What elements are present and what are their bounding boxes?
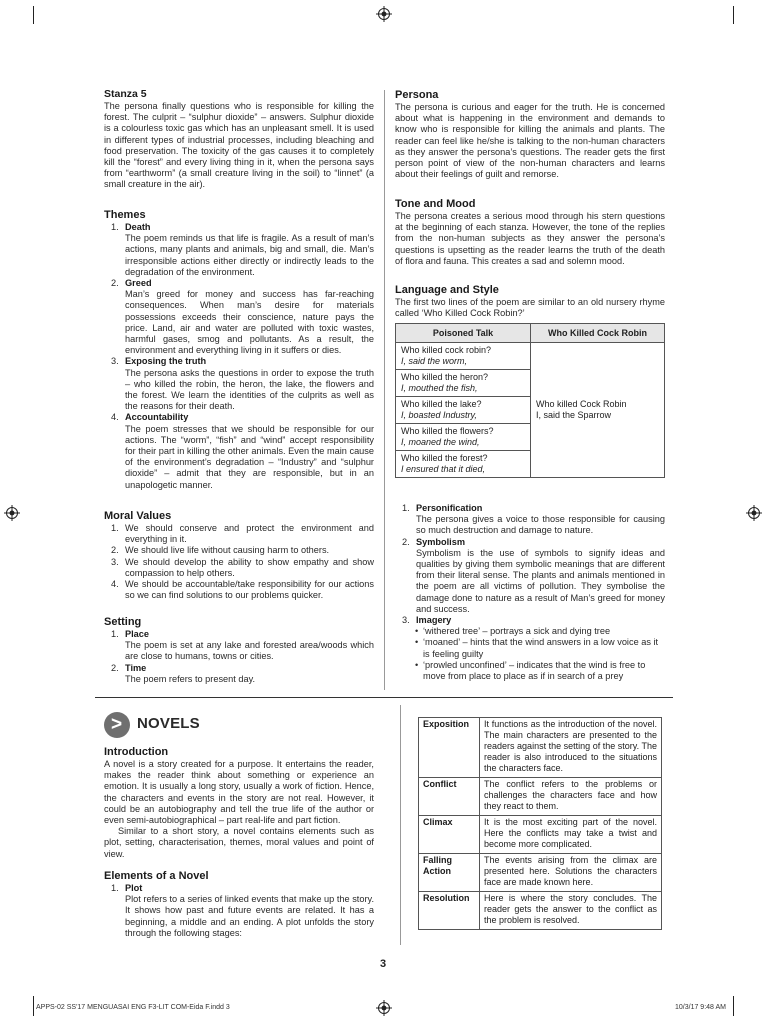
poem-question: Who killed the flowers? [401, 426, 494, 436]
theme-text: Man’s greed for money and success has far-reaching consequences. When man’s desire for materials possessions exceeds their conscience, nature pays the price. Land, air and water are polluted with toxic wastes, harmful gases, smog and pollutants. As a result, the environment and everything living in it suffers or dies. [125, 289, 374, 356]
stanza5-heading: Stanza 5 [104, 88, 147, 100]
theme-title: Death [125, 222, 151, 232]
bullet-icon: • [415, 626, 419, 637]
device-title: Symbolism [416, 536, 466, 547]
registration-mark-left [4, 505, 20, 521]
plot-title: Plot [125, 883, 143, 893]
theme-text: The poem stresses that we should be responsible for our actions. The “worm”, “fish” and “wind” accept responsibility for their part in killing the other animals. Even the main cause of the environment’s degradation – “Industry” and “sulphur dioxide” – admit that they are responsible, but in an unapologetic manner. [125, 423, 374, 490]
theme-item [104, 356, 374, 412]
crop-mark-bottom-left [33, 996, 34, 1016]
setting-number: 2. [111, 662, 119, 673]
bullet-icon: • [415, 637, 419, 648]
theme-item [104, 222, 374, 278]
stage-name: Resolution [419, 892, 480, 930]
table-row [419, 854, 662, 892]
cock-robin-line1: Who killed Cock Robin [536, 399, 627, 409]
crop-mark-top-right [733, 6, 734, 24]
imagery-bullet [395, 626, 665, 637]
themes-section [104, 208, 374, 491]
stage-description: It is the most exciting part of the novel. Here the conflicts may take a twist and become more complicated. [480, 816, 662, 854]
imagery-bullet-text: ‘moaned’ – hints that the wind answers in a low voice as it is feeling guilty [423, 637, 659, 659]
theme-title: Accountability [125, 412, 189, 423]
moral-value-item [104, 545, 374, 556]
poem-question: Who killed the forest? [401, 453, 488, 463]
plot-stages-table [418, 717, 662, 930]
table-cell [396, 343, 531, 370]
device-number: 1. [402, 503, 410, 513]
table-row [419, 718, 662, 778]
moral-value-item [104, 557, 374, 579]
moral-value-text: We should live life without causing harm to others. [125, 545, 330, 556]
novels-intro-section [104, 745, 374, 860]
moral-value-number: 2. [111, 545, 119, 556]
setting-heading: Setting [104, 616, 142, 628]
theme-number: 3. [111, 356, 119, 367]
moral-value-item [104, 579, 374, 601]
novels-column-divider [400, 705, 401, 945]
persona-text: The persona is curious and eager for the truth. He is concerned about what is happening in the environment and demands to know who is responsible for killing the animals and plants. The reader can feel like he/she is talking to the non-human characters as they answer the persona’s questions. The reader gets the first person point of view of the non-human characters and learns about their feelings of guilt and remorse. [395, 102, 665, 180]
table-cell [396, 370, 531, 397]
device-item [395, 503, 665, 537]
stage-description: Here is where the story concludes. The reader gets the answer to the conflict as the problem is resolved. [480, 892, 662, 930]
table-header-cock-robin: Who Killed Cock Robin [531, 324, 665, 343]
moral-value-text: We should be accountable/take responsibility for our actions so we can find solutions to our problems quicker. [125, 579, 374, 601]
table-row [419, 778, 662, 816]
plot-number: 1. [111, 883, 119, 893]
theme-text: The persona asks the questions in order to expose the truth – who killed the robin, the heron, the lake, the flowers and the forest. We learn the identities of the culprits as well as the reasons for their death. [125, 367, 374, 412]
moral-value-text: We should conserve and protect the environment and everything in it. [125, 523, 374, 545]
novels-title: NOVELS [137, 715, 200, 732]
table-cell [396, 451, 531, 478]
device-text: The persona gives a voice to those responsible for causing so much destruction and damage to nature. [416, 514, 665, 536]
setting-title: Place [125, 629, 150, 639]
novels-intro-p2: Similar to a short story, a novel contains elements such as plot, setting, characterisation, themes, moral values and point of view. [104, 826, 374, 859]
table-header-poisoned-talk: Poisoned Talk [396, 324, 531, 343]
persona-heading: Persona [395, 89, 439, 101]
print-timestamp: 10/3/17 9:48 AM [675, 1004, 726, 1011]
moral-value-item [104, 523, 374, 545]
chevron-right-icon [104, 712, 130, 738]
device-item [395, 537, 665, 615]
poem-answer: I, mouthed the fish, [401, 383, 478, 393]
table-cell [396, 424, 531, 451]
poem-answer: I ensured that it died, [401, 464, 486, 474]
setting-title: Time [125, 662, 147, 673]
imagery-bullet-text: ‘prowled unconfined’ – indicates that the wind is free to move from place to place as if in search of a prey [423, 659, 646, 682]
device-number: 3. [402, 615, 410, 626]
theme-title: Greed [125, 278, 152, 289]
registration-mark-top [376, 6, 392, 22]
theme-item [104, 278, 374, 356]
persona-section [395, 88, 665, 180]
moral-value-text: We should develop the ability to show empathy and show compassion to help others. [125, 556, 374, 578]
language-intro: The first two lines of the poem are similar to an old nursery rhyme called ‘Who Killed Cock Robin?’ [395, 297, 665, 319]
stage-name: Falling Action [419, 854, 480, 892]
crop-mark-top-left [33, 6, 34, 24]
tone-heading: Tone and Mood [395, 198, 476, 210]
table-row [419, 892, 662, 930]
poem-question: Who killed the heron? [401, 372, 489, 382]
moral-values-section [104, 509, 374, 601]
poem-question: Who killed the lake? [401, 399, 482, 409]
section-divider [95, 697, 673, 698]
poem-comparison-table [395, 323, 665, 478]
setting-section [104, 615, 374, 685]
novel-elements-section [104, 869, 374, 939]
moral-value-number: 4. [111, 579, 119, 590]
stage-name: Climax [419, 816, 480, 854]
novels-badge-glyph: > [111, 714, 123, 735]
registration-mark-right [746, 505, 762, 521]
stanza5-section [104, 88, 374, 191]
novels-header [104, 712, 254, 738]
imagery-bullet-text: ‘withered tree’ – portrays a sick and dying tree [423, 626, 611, 637]
device-title: Personification [416, 503, 483, 513]
device-title: Imagery [416, 615, 452, 626]
table-cell-cock-robin [531, 343, 665, 478]
tone-section [395, 197, 665, 267]
table-cell [396, 397, 531, 424]
stage-description: The conflict refers to the problems or challenges the characters face and how they react to them. [480, 778, 662, 816]
registration-mark-bottom [376, 1000, 392, 1016]
device-text: Symbolism is the use of symbols to signify ideas and qualities by giving them symbolic meanings that are different from their literal sense. The plants and animals mentioned in the poem are all victims of pollution. They symbolise the damage done to nature as a result of Man’s greed for money and success. [416, 547, 665, 614]
moral-value-number: 1. [111, 523, 119, 533]
theme-number: 2. [111, 278, 119, 289]
stage-name: Conflict [419, 778, 480, 816]
crop-mark-bottom-right [733, 996, 734, 1016]
stage-name: Exposition [419, 718, 480, 778]
plot-text: Plot refers to a series of linked events that make up the story. It shows how past and future events are related. It has a beginning, a middle and an ending. A plot unfolds the story through the following stages: [125, 894, 374, 938]
setting-text: The poem refers to present day. [125, 673, 256, 684]
table-row [419, 816, 662, 854]
theme-title: Exposing the truth [125, 356, 207, 367]
left-column [104, 88, 374, 191]
novels-intro-p1: A novel is a story created for a purpose. It entertains the reader, makes the reader think about something or experience an emotion. It is usually a long story, usually a work of fiction. Hence, the characters and events in the story are not real. However, it could be an autobiography and tell the true life of the author or even semi-autobiographical – part real-life and part fiction. [104, 759, 374, 826]
moral-value-number: 3. [111, 556, 119, 567]
language-heading: Language and Style [395, 284, 499, 296]
imagery-bullet [395, 637, 665, 659]
setting-item [104, 629, 374, 663]
theme-number: 1. [111, 222, 119, 232]
poem-answer: I, said the worm, [401, 356, 468, 366]
column-divider [384, 90, 385, 690]
theme-item [104, 412, 374, 490]
table-header-row [396, 324, 665, 343]
novel-elements-heading: Elements of a Novel [104, 870, 209, 882]
moral-values-heading: Moral Values [104, 510, 172, 522]
plot-item [104, 883, 374, 939]
novels-intro-heading: Introduction [104, 746, 169, 758]
poem-answer: I, boasted Industry, [401, 410, 477, 420]
cock-robin-line2: I, said the Sparrow [536, 410, 612, 420]
poem-question: Who killed cock robin? [401, 345, 492, 355]
stage-description: The events arising from the climax are presented here. Solutions the characters face are made known here. [480, 854, 662, 892]
imagery-bullet [395, 660, 665, 682]
device-item [395, 615, 665, 626]
setting-number: 1. [111, 629, 119, 639]
table-row [396, 343, 665, 370]
literary-devices-section [395, 503, 665, 682]
theme-number: 4. [111, 412, 119, 423]
file-slug: APPS-02 SS'17 MENGUASAI ENG F3-LIT COM-Eida F.indd 3 [36, 1004, 230, 1011]
setting-text: The poem is set at any lake and forested area/woods which are close to humans, towns or cities. [125, 640, 374, 662]
page-number: 3 [380, 958, 387, 970]
stage-description: It functions as the introduction of the novel. The main characters are presented to the readers against the setting of the story. The reader is also introduced to the situations the characters face. [480, 718, 662, 778]
bullet-icon: • [415, 659, 419, 670]
setting-item [104, 663, 374, 685]
language-section [395, 283, 665, 319]
stanza5-text: The persona finally questions who is responsible for killing the forest. The culprit – “sulphur dioxide” – answers. Sulphur dioxide is a colourless toxic gas which has an unpleasant smell. It is used in different types of industrial processes, including bleaching and food preservation. The toxicity of the gas causes it to completely kill the “forest” and every living thing in it, when the persona says from “earthworm” (a small creature living in the soil) to “linnet” (a small creature in the air). [104, 101, 374, 190]
tone-text: The persona creates a serious mood through his stern questions at the beginning of each stanza. However, the tone of the replies from the non-human subjects as they answer the persona’s questions is upsetting as the reader learns the truth of the death of flora and fauna. This creates a sad and solemn mood. [395, 211, 665, 266]
theme-text: The poem reminds us that life is fragile. As a result of man’s actions, many plants and animals, big and small, die. Man’s irresponsible actions either directly or indirectly leads to the degradation of the environment. [125, 233, 374, 277]
device-number: 2. [402, 536, 410, 547]
poem-answer: I, moaned the wind, [401, 437, 480, 447]
themes-heading: Themes [104, 209, 146, 221]
